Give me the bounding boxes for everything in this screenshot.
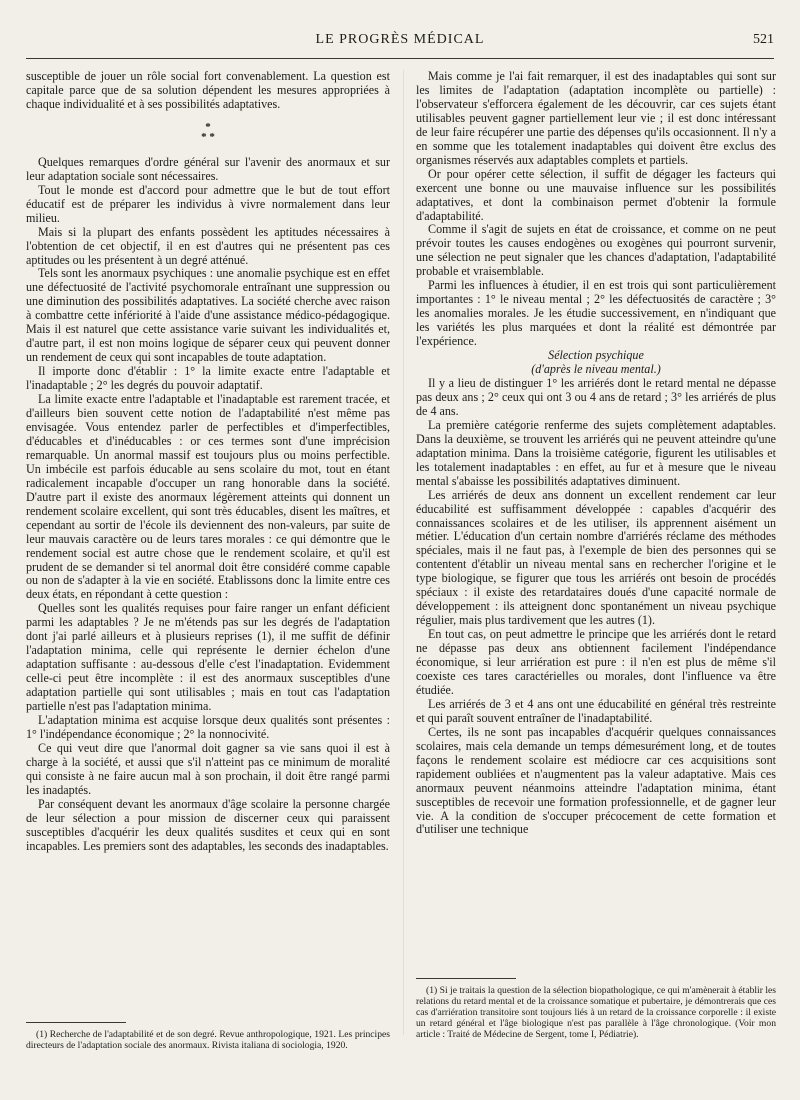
paragraph: Tout le monde est d'accord pour admettre que le but de tout effort éducatif est de préparer les individus à vivre normalement dans leur milieu. [26,182,390,225]
paragraph: Il y a lieu de distinguer 1° les arriérés dont le retard mental ne dépasse pas deux ans ; 2° ceux qui ont 3 ou 4 ans de retard ; 3° les arriérés de plus de 4 ans. [416,375,776,418]
paragraph: L'adaptation minima est acquise lorsque deux qualités sont présentes : 1° l'indépendance économique ; 2° la nonnocivité. [26,712,390,741]
section-subtitle: (d'après le niveau mental.) [531,362,661,377]
page-number: 521 [753,32,774,47]
paragraph: Il importe donc d'établir : 1° la limite exacte entre l'adaptable et l'inadaptable ; 2° les degrés du pouvoir adaptatif. [26,364,390,393]
paragraph: Les arriérés de deux ans donnent un excellent rendement car leur éducabilité est suffisamment développée : capables d'acquérir des connaissances scolaires et de les utiliser, ils apprennent aisément un métier. L'éducation d'un certain nombre d'arriérés réclame des méthodes spéciales, mais il ne faut pas, à l'exemple de bien des personnes qui se contentent d'établir un niveau mental sans en rechercher l'origine et le type biologique, se figurer que tous les arriérés ont besoin de procédés spéciaux : il existe des retardataires doués d'une capacité normale de développement : ils atteignent donc spontanément un niveau psychique régulier, mais plus tardivement que les autres (1). [416,487,776,628]
running-head: LE PROGRÈS MÉDICAL [315,32,485,47]
paragraph: Certes, ils ne sont pas incapables d'acquérir quelques connaissances scolaires, mais cela demande un temps démesurément long, et de toutes façons le rendement scolaire est médiocre car ces acquisitions sont rapidement oubliées et n'augmentent pas la valeur adaptative. Mais ces anormaux peuvent néanmoins atteindre l'adaptation minima, étant susceptibles de recevoir une formation professionnelle, et de gagner leur vie. A la condition de s'occuper précocement de cette formation et d'utiliser une technique [416,724,776,837]
right-column [416,70,776,837]
footnote-rule [416,978,516,979]
paragraph: Mais si la plupart des enfants possèdent les aptitudes nécessaires à l'obtention de cet objectif, il en est d'autres qui ne présentent pas ces aptitudes ou les présentent à un degré atténué. [26,224,390,267]
section-break-asterisks: * * * [201,120,215,143]
paragraph: Tels sont les anormaux psychiques : une anomalie psychique est en effet une défectuosité de l'activité psychomorale entraînant une suppression ou une diminution des possibilités adaptatives. La société cherche avec raison à combattre cette infériorité à l'aide d'une assistance médico-pédagogique. Mais il est naturel que cette assistance varie suivant les individualités et, d'autre part, il est non moins logique de séparer ceux qui peuvent donner un rendement de ceux qui sont incapables de toute adaptation. [26,266,390,365]
left-column [26,70,390,854]
footnote: (1) Recherche de l'adaptabilité et de son degré. Revue anthropologique, 1921. Les principes directeurs de l'adaptation sociale des anormaux. Rivista italiana di sociologia, 1920. [26,1029,390,1051]
paragraph: En tout cas, on peut admettre le principe que les arriérés dont le retard ne dépasse pas deux ans obtiennent facilement l'indépendance économique, si leur arriération est pure : il n'en est plus de même s'il coexiste ces tares caractérielles ou morales, dont l'influence va être étudiée. [416,627,776,697]
column-divider [403,70,404,1035]
paragraph: La limite exacte entre l'adaptable et l'inadaptable est rarement tracée, et d'ailleurs bien souvent cette notion de l'adaptabilité n'est même pas envisagée. Vous entendez parler de perfectibles et d'imperfectibles, d'éducables et d'inéducables : or ces termes sont d'une imprécision remarquable. Un anormal massif est toujours plus ou moins perfectible. Un imbécile est parfois éducable au sens scolaire du mot, tout en étant radicalement incapable d'occuper un rang honorable dans la société. D'autre part il existe des anormaux légèrement atteints qui donnent un rendement scolaire excellent, qui sont très éducables, disent les maîtres, et cependant au sortir de l'école ils deviennent des non-valeurs, par suite de leur mauvais caractère ou de leurs tares morales : ce qui démontre que le rendement social est autre chose que le rendement scolaire, et qu'il est prudent de se demander si tel anormal doit être considéré comme capable ou non de s'adapter à la vie en société. Etablissons donc la limite entre ces deux états, en répondant à cette question : [26,392,390,602]
footnote-rule [26,1022,126,1023]
paragraph: Or pour opérer cette sélection, il suffit de dégager les facteurs qui exercent une bonne ou une mauvaise influence sur les possibilités adaptatives, et dont la combinaison permet d'obtenir la formule d'adaptabilité. [416,166,776,223]
page-header [26,32,774,54]
paragraph: susceptible de jouer un rôle social fort convenablement. La question est capitale parce que de sa solution dépendent les mesures appropriées à chaque individualité et à ses possibilités adaptatives. [26,69,390,111]
paragraph: Comme il s'agit de sujets en état de croissance, et comme on ne peut prévoir toutes les causes endogènes ou exogènes qui pourront survenir, une sélection ne peut signaler que les chances d'adaptation, l'adaptabilité probable et vraisemblable. [416,222,776,279]
paragraph: Les arriérés de 3 et 4 ans ont une éducabilité en général très restreinte et qui paraît souvent entraîner de l'inadaptabilité. [416,696,776,725]
paragraph: Mais comme je l'ai fait remarquer, il est des inadaptables qui sont sur les limites de l'adaptation (adaptation incomplète ou partielle) : l'observateur s'efforcera également de les découvrir, car ces sujets étant utilisables peuvent gagner partiellement leur vie ; il est donc intéressant de leur faire récupérer une partie des dépenses qu'ils occasionnent. Il n'y a en somme que les totalement inadaptables qui doivent être exclus des organismes réservés aux adaptables complets et partiels. [416,69,776,167]
section-title: Sélection psychique [548,348,644,363]
left-footnotes [26,1012,390,1051]
paragraph: La première catégorie renferme des sujets complètement adaptables. Dans la deuxième, se trouvent les arriérés qui ne peuvent atteindre qu'une adaptation minima. Dans la troisième catégorie, figurent les utilisables et les totalement inadaptables : en effet, au fur et à mesure que le niveau mental s'abaisse les possibilités adaptatives diminuent. [416,417,776,488]
paragraph: Quelques remarques d'ordre général sur l'avenir des anormaux et sur leur adaptation sociale sont nécessaires. [26,154,390,183]
paragraph: Ce qui veut dire que l'anormal doit gagner sa vie sans quoi il est à charge à la société, et aussi que s'il n'atteint pas ce minimum de moralité qui consiste à ne faire aucun mal à son prochain, il doit être rangé parmi les inadaptés. [26,740,390,797]
paragraph: Parmi les influences à étudier, il en est trois qui sont particulièrement importantes : 1° le niveau mental ; 2° les défectuosités de caractère ; 3° les anomalies morales. Je les étudie successivement, en n'indiquant que les variétés les plus marquées et dont la réalité est démontrée par l'expérience. [416,278,776,349]
right-footnotes [416,968,776,1040]
paragraph: Quelles sont les qualités requises pour faire ranger un enfant déficient parmi les adaptables ? Je ne m'étends pas sur les degrés de l'adaptation dont j'ai parlé ailleurs et à plusieurs reprises (1), il me suffit de définir l'adaptation minima, celle qui représente le dernier échelon d'une adaptation suffisante : au-dessous d'elle c'est l'inadaptation. Evidemment celle-ci peut être incomplète : il est des anormaux susceptibles d'une adaptation partielle qui sont utilisables ; mais en tout cas l'adaptation partielle n'est pas l'adaptation minima. [26,601,390,714]
footnote: (1) Si je traitais la question de la sélection biopathologique, ce qui m'amènerait à établir les relations du retard mental et de la croissance somatique et pubertaire, je démontrerais que ces cas d'arriération transitoire sont toujours liés à un retard de la croissance corporelle : il existe un retard général et l'âge biologique n'est pas parallèle à l'âge chronologique. (Voir mon article : Traité de Médecine de Sergent, tome I, Pédiatrie). [416,985,776,1040]
header-rule [26,58,774,59]
paragraph: Par conséquent devant les anormaux d'âge scolaire la personne chargée de leur sélection a pour mission de discerner ceux qui paraissent susceptibles d'acquérir les deux qualités susdites et ceux qui en sont incapables. Les premiers sont des adaptables, les seconds des inadaptables. [26,796,390,853]
